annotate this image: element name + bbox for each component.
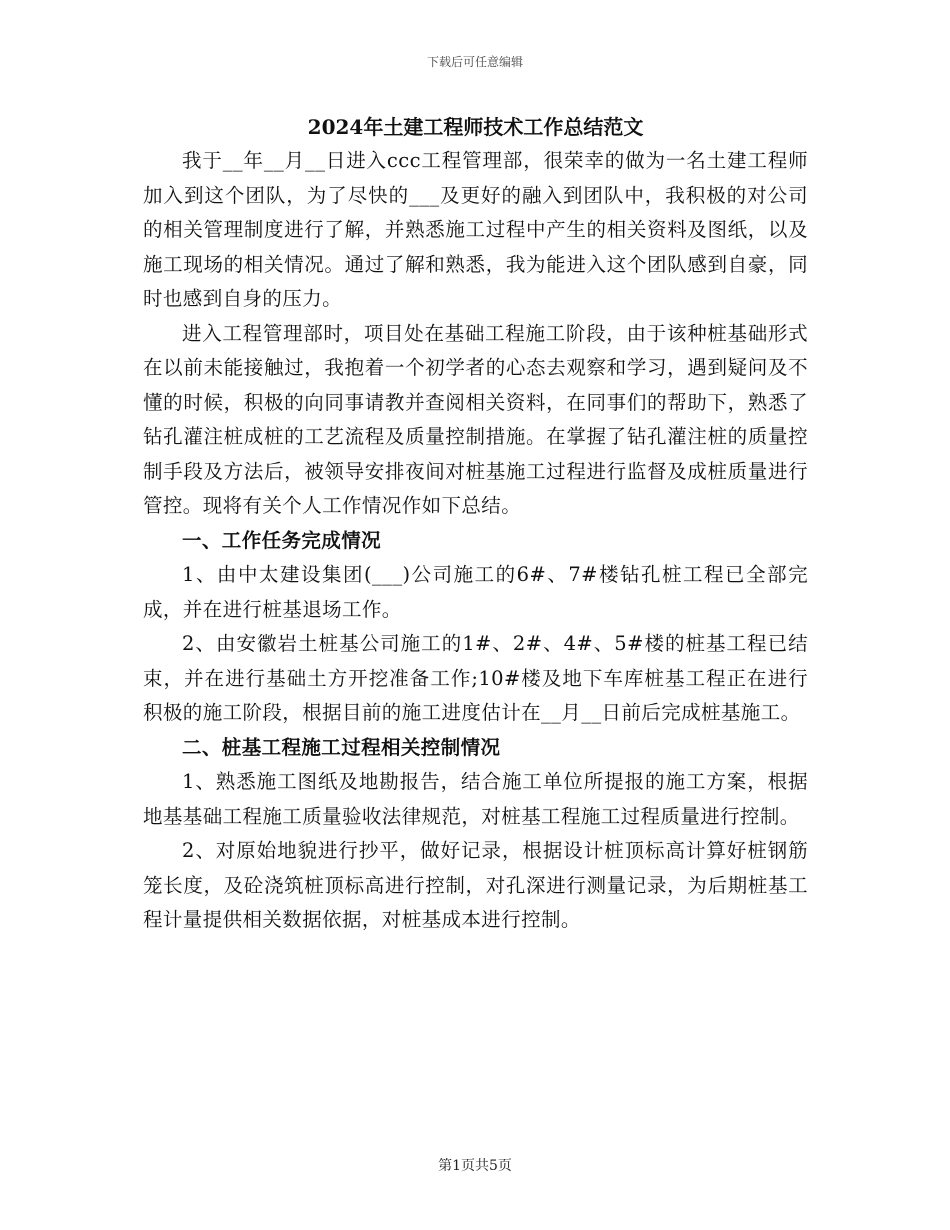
document-body bbox=[143, 110, 808, 938]
section-heading-1: 一、工作任务完成情况 bbox=[182, 528, 382, 552]
section2-item-1: 1、熟悉施工图纸及地勘报告，结合施工单位所提报的施工方案，根据地基基础工程施工质量验收法律规范，对桩基工程施工过程质量进行控制。 bbox=[143, 770, 808, 828]
page-header: 下载后可任意编辑 bbox=[426, 55, 523, 69]
section1-item-1: 1、由中太建设集团(___)公司施工的6#、7#楼钻孔桩工程已全部完成，并在进行桩基退场工作。 bbox=[143, 563, 808, 621]
section-heading-2: 二、桩基工程施工过程相关控制情况 bbox=[182, 735, 501, 759]
document-title: 2024年土建工程师技术工作总结范文 bbox=[307, 115, 644, 139]
intro-paragraph-1: 我于__年__月__日进入ccc工程管理部，很荣幸的做为一名土建工程师加入到这个团队，为了尽快的___及更好的融入到团队中，我积极的对公司的相关管理制度进行了解，并熟悉施工过程中产生的相关资料及图纸，以及施工现场的相关情况。通过了解和熟悉，我为能进入这个团队感到自豪，同时也感到自身的压力。 bbox=[143, 149, 808, 310]
page-number: 第1页共5页 bbox=[438, 1158, 512, 1174]
section2-item-2: 2、对原始地貌进行抄平，做好记录，根据设计桩顶标高计算好桩钢筋笼长度，及砼浇筑桩顶标高进行控制，对孔深进行测量记录，为后期桩基工程计量提供相关数据依据，对桩基成本进行控制。 bbox=[143, 839, 808, 931]
intro-paragraph-2: 进入工程管理部时，项目处在基础工程施工阶段，由于该种桩基础形式在以前未能接触过，我抱着一个初学者的心态去观察和学习，遇到疑问及不懂的时候，积极的向同事请教并查阅相关资料，在同事们的帮助下，熟悉了钻孔灌注桩成桩的工艺流程及质量控制措施。在掌握了钻孔灌注桩的质量控制手段及方法后，被领导安排夜间对桩基施工过程进行监督及成桩质量进行管控。现将有关个人工作情况作如下总结。 bbox=[143, 321, 808, 517]
section1-item-2: 2、由安徽岩土桩基公司施工的1#、2#、4#、5#楼的桩基工程已结束，并在进行基础土方开挖准备工作;10#楼及地下车库桩基工程正在进行积极的施工阶段，根据目前的施工进度估计在__月__日前后完成桩基施工。 bbox=[143, 632, 808, 724]
